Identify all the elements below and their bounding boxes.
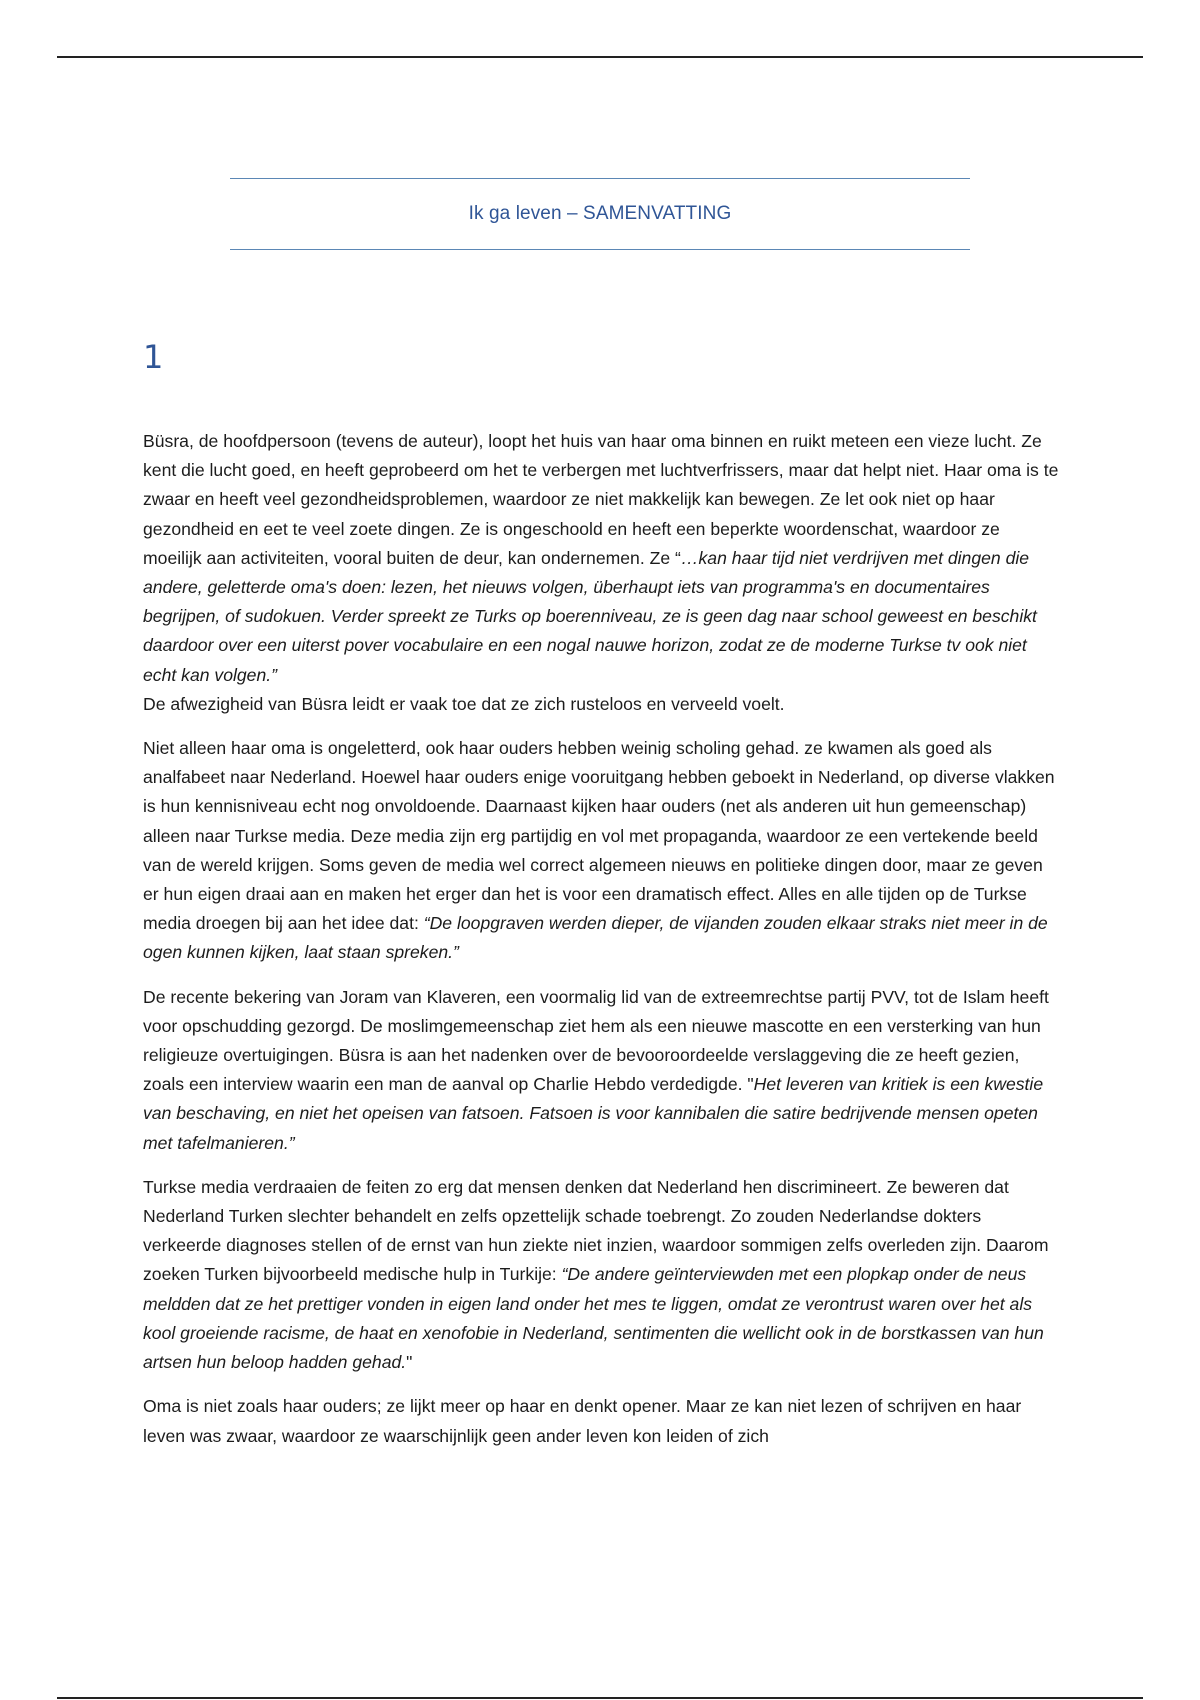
paragraph-text: Niet alleen haar oma is ongeletterd, ook haar ouders hebben weinig scholing gehad. ze kwamen als goed als analfabeet naar Nederland. Hoewel haar ouders enige vooruitgang hebben geboekt in Nederland, op diverse vlakken is hun kennisniveau echt nog onvoldoende. Daarnaast kijken haar ouders (net als anderen uit hun gemeenschap) alleen naar Turkse media. Deze media zijn erg partijdig en vol met propaganda, waardoor ze een vertekende beeld van de wereld krijgen. Soms geven de media wel correct algemeen nieuws en politieke dingen door, maar ze geven er hun eigen draai aan en maken het erger dan het is voor een dramatisch effect. Alles en alle tijden op de Turkse media droegen bij aan het idee dat: xyxy=(143,738,1055,934)
paragraph xyxy=(143,427,1063,690)
document-title: Ik ga leven – SAMENVATTING xyxy=(468,203,732,224)
quote-text: “De loopgraven werden dieper, de vijanden zouden elkaar straks niet meer in de ogen kunnen kijken, laat staan spreken.” xyxy=(143,913,1048,963)
paragraph-text: De recente bekering van Joram van Klaveren, een voormalig lid van de extreemrechtse partij PVV, tot de Islam heeft voor opschudding gezorgd. De moslimgemeenschap ziet hem als een nieuwe mascotte en een versterking van hun religieuze overtuigingen. Büsra is aan het nadenken over de bevooroordeelde verslaggeving die ze heeft gezien, zoals een interview waarin een man de aanval op Charlie Hebdo verdedigde. " xyxy=(143,986,1049,1095)
chapter-number: 1 xyxy=(143,338,164,376)
bottom-rule xyxy=(57,1697,1143,1699)
document-body xyxy=(143,427,1063,1466)
quote-text: …kan haar tijd niet verdrijven met dingen die andere, geletterde oma's doen: lezen, het nieuws volgen, überhaupt iets van programma's en documentaires begrijpen, of sudokuen. Verder spreekt ze Turks op boerenniveau, ze is geen dag naar school geweest en beschikt daardoor over een uiterst pover vocabulaire en een nogal nauwe horizon, zodat ze de moderne Turkse tv ook niet echt kan volgen.” xyxy=(143,547,1037,685)
paragraph xyxy=(143,734,1063,968)
paragraph-text: Büsra, de hoofdpersoon (tevens de auteur), loopt het huis van haar oma binnen en ruikt meteen een vieze lucht. Ze kent die lucht goed, en heeft geprobeerd om het te verbergen met luchtverfrissers, maar dat helpt niet. Haar oma is te zwaar en heeft veel gezondheidsproblemen, waardoor ze niet makkelijk kan bewegen. Ze let ook niet op haar gezondheid en eet te veel zoete dingen. Ze is ongeschoold en heeft een beperkte woordenschat, waardoor ze moeilijk aan activiteiten, vooral buiten de deur, kan ondernemen. Ze “ xyxy=(143,431,1059,568)
paragraph xyxy=(143,1173,1063,1377)
paragraph: Oma is niet zoals haar ouders; ze lijkt meer op haar en denkt opener. Maar ze kan niet lezen of schrijven en haar leven was zwaar, waardoor ze waarschijnlijk geen ander leven kon leiden of zich xyxy=(143,1396,1022,1446)
quote-end: " xyxy=(406,1352,413,1373)
paragraph-text: Turkse media verdraaien de feiten zo erg dat mensen denken dat Nederland hen discrimineert. Ze beweren dat Nederland Turken slechter behandelt en zelfs opzettelijk schade toebrengt. Zo zouden Nederlandse dokters verkeerde diagnoses stellen of de ernst van hun ziekte niet inzien, waardoor sommigen zelfs overleden zijn. Daarom zoeken Turken bijvoorbeeld medische hulp in Turkije: xyxy=(143,1176,1049,1285)
paragraph: De afwezigheid van Büsra leidt er vaak toe dat ze zich rusteloos en verveeld voelt. xyxy=(143,693,785,714)
quote-text: Het leveren van kritiek is een kwestie van beschaving, en niet het opeisen van fatsoen. Fatsoen is voor kannibalen die satire bedrijvende mensen opeten met tafelmanieren.” xyxy=(143,1074,1044,1153)
top-rule xyxy=(57,56,1143,58)
title-block xyxy=(230,178,970,250)
paragraph xyxy=(143,983,1063,1158)
quote-text: “De andere geïnterviewden met een plopkap onder de neus meldden dat ze het prettiger vonden in eigen land onder het mes te liggen, omdat ze verontrust waren over het als kool groeiende racisme, de haat en xenofobie in Nederland, sentimenten die wellicht ook in de borstkassen van hun artsen hun beloop hadden gehad. xyxy=(143,1264,1044,1373)
